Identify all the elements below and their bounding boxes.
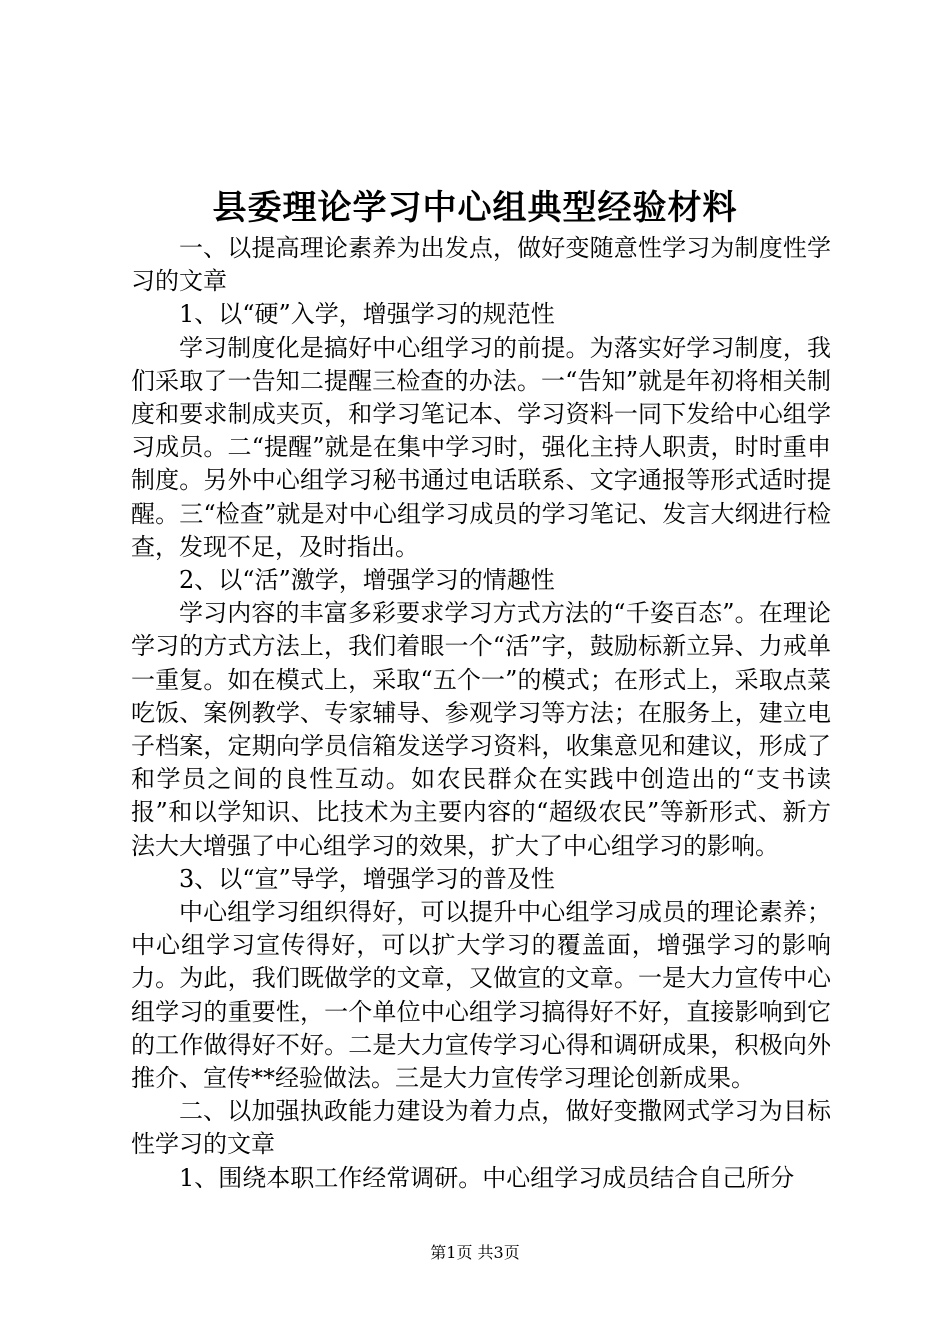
document-body [131,232,831,1195]
subheading-1-1: 1、以“硬”入学，增强学习的规范性 [179,300,555,329]
paragraph-1-2: 学习内容的丰富多彩要求学习方式方法的“千姿百态”。在理论学习的方式方法上，我们着眼一个“活”字，鼓励标新立异、力戒单一重复。如在模式上，采取“五个一”的模式；在形式上，采取点菜吃饭、案例教学、专家辅导、参观学习等方法；在服务上，建立电子档案，定期向学员信箱发送学习资料，收集意见和建议，形成了和学员之间的良性互动。如农民群众在实践中创造出的“支书读报”和以学知识、比技术为主要内容的“超级农民”等新形式、新方法大大增强了中心组学习的效果，扩大了中心组学习的影响。 [131,599,831,860]
subheading-1-2: 2、以“活”激学，增强学习的情趣性 [179,566,555,595]
subheading-1-3: 3、以“宣”导学，增强学习的普及性 [179,864,555,893]
paragraph-1-3: 中心组学习组织得好，可以提升中心组学习成员的理论素养；中心组学习宣传得好，可以扩大学习的覆盖面，增强学习的影响力。为此，我们既做学的文章，又做宣的文章。一是大力宣传中心组学习的重要性，一个单位中心组学习搞得好不好，直接影响到它的工作做得好不好。二是大力宣传学习心得和调研成果，积极向外推介、宣传**经验做法。三是大力宣传学习理论创新成果。 [131,898,831,1093]
section-heading-2: 二、以加强执政能力建设为着力点，做好变撒网式学习为目标性学习的文章 [131,1097,831,1159]
paragraph-1-1: 学习制度化是搞好中心组学习的前提。为落实好学习制度，我们采取了一告知二提醒三检查的办法。一“告知”就是年初将相关制度和要求制成夹页，和学习笔记本、学习资料一同下发给中心组学习成员。二“提醒”就是在集中学习时，强化主持人职责，时时重申制度。另外中心组学习秘书通过电话联系、文字通报等形式适时提醒。三“检查”就是对中心组学习成员的学习笔记、发言大纲进行检查，发现不足，及时指出。 [131,333,831,561]
section-heading-1: 一、以提高理论素养为出发点，做好变随意性学习为制度性学习的文章 [131,234,831,296]
page-footer: 第1页 共3页 [430,1243,520,1262]
paragraph-2-1: 1、围绕本职工作经常调研。中心组学习成员结合自己所分 [179,1163,795,1192]
document-title: 县委理论学习中心组典型经验材料 [212,188,738,228]
